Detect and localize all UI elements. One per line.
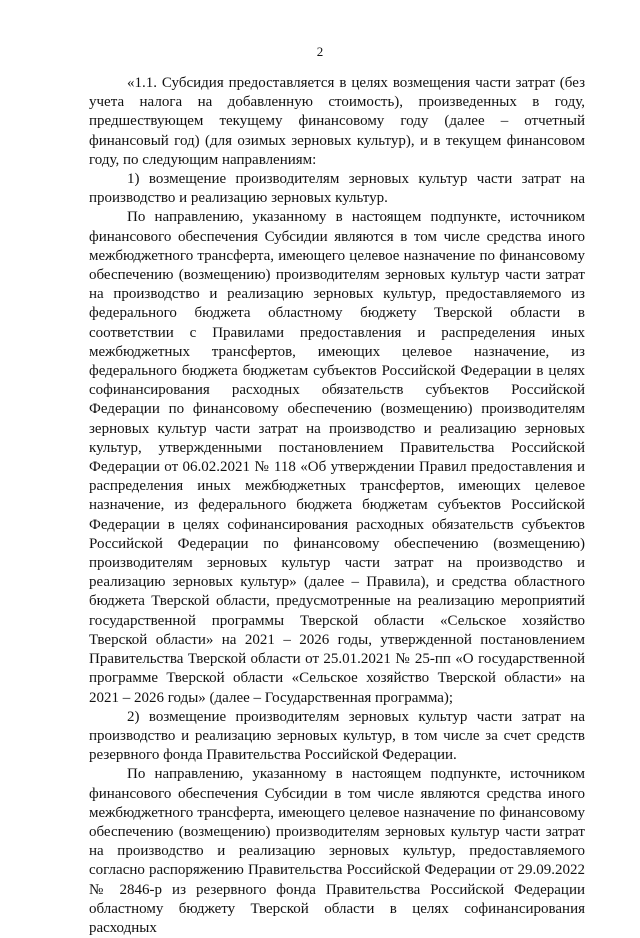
page-number: 2 (316, 44, 324, 59)
paragraph-subsidy-purpose: «1.1. Субсидия предоставляется в целях возмещения части затрат (без учета налога на добавленную стоимость), произведенных в году, предшествующем текущему финансовому году (далее – отчетный финансовый год) (для озимых зерновых культур), и в текущем финансовом году, по следующим направлениям: (89, 75, 585, 168)
paragraph-direction-2: 2) возмещение производителям зерновых культур части затрат на производство и реализацию зерновых культур, в том числе за счет средств резервного фонда Правительства Российской Федерации. (89, 708, 585, 764)
paragraph-direction-2-funding: По направлению, указанному в настоящем подпункте, источником финансового обеспечения Субсидии в том числе являются средства иного межбюджетного трансферта, имеющего целевое назначение по финансовому обеспечению (возмещению) производителям зерновых культур части затрат на производство и реализацию зерновых культур, предоставляемого согласно распоряжению Правительства Российской Федерации от 29.09.2022 № 2846-р из резервного фонда Правительства Российской Федерации областному бюджету Тверской области в целях софинансирования расходных (89, 766, 585, 936)
paragraph-direction-1: 1) возмещение производителям зерновых культур части затрат на производство и реализацию зерновых культур. (89, 171, 585, 207)
document-body (89, 74, 585, 938)
paragraph-direction-1-funding: По направлению, указанному в настоящем подпункте, источником финансового обеспечения Субсидии являются в том числе средства иного межбюджетного трансферта, имеющего целевое назначение по финансовому обеспечению (возмещению) производителям зерновых культур части затрат на производство и реализацию зерновых культур, предоставляемого из федерального бюджета областному бюджету Тверской области в соответствии с Правилами предоставления и распределения иных межбюджетных трансфертов, имеющих целевое назначение, из федерального бюджета бюджетам субъектов Российской Федерации в целях софинансирования расходных обязательств субъектов Российской Федерации по финансовому обеспечению (возмещению) производителям зерновых культур части затрат на производство и реализацию зерновых культур, утвержденными постановлением Правительства Российской Федерации от 06.02.2021 № 118 «Об утверждении Правил предоставления и распределения иных межбюджетных трансфертов, имеющих целевое назначение, из федерального бюджета бюджетам субъектов Российской Федерации в целях софинансирования расходных обязательств субъектов Российской Федерации по финансовому обеспечению (возмещению) производителям зерновых культур части затрат на производство и реализацию зерновых культур» (далее – Правила), и средства областного бюджета Тверской области, предусмотренные на реализацию мероприятий государственной программы Тверской области «Сельское хозяйство Тверской области» на 2021 – 2026 годы, утвержденной постановлением Правительства Тверской области от 25.01.2021 № 25-пп «О государственной программе Тверской области «Сельское хозяйство Тверской области» на 2021 – 2026 годы» (далее – Государственная программа); (89, 209, 585, 706)
